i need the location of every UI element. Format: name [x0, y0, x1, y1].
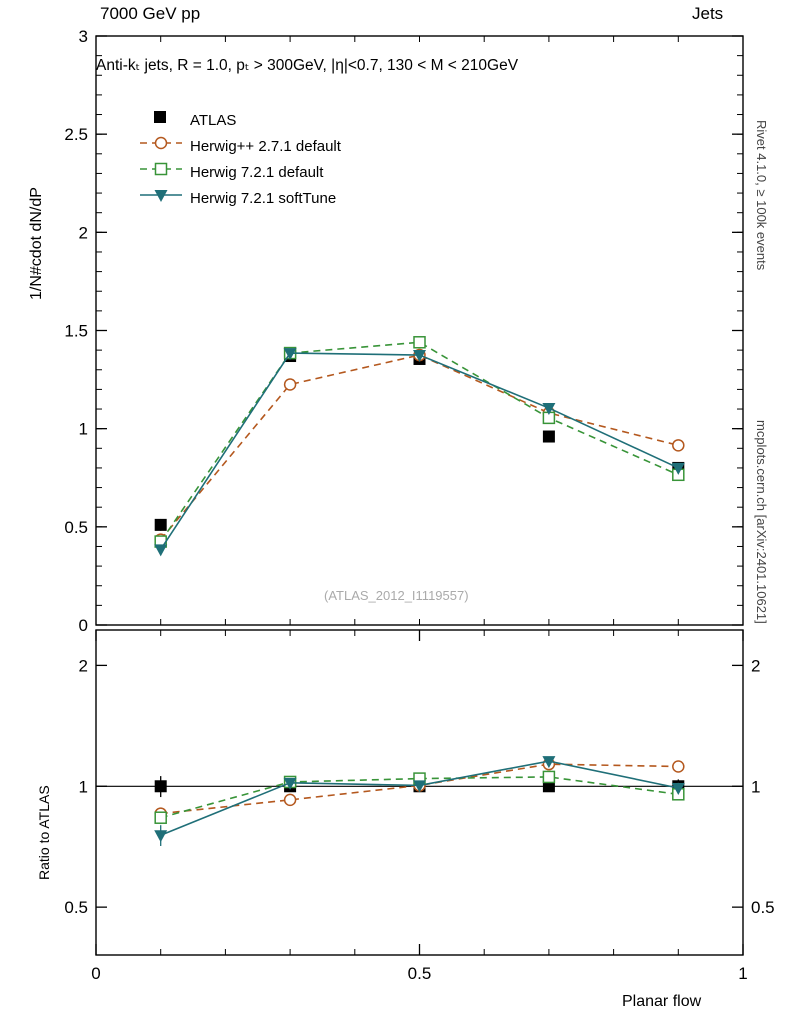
header-right: Jets [692, 4, 724, 23]
marker-ratio-2-0 [155, 812, 166, 823]
side-note-source: mcplots.cern.ch [arXiv:2401.10621] [754, 420, 769, 624]
x-axis-label: Planar flow [622, 993, 702, 1010]
series-line-ratio-3 [161, 761, 679, 835]
y-ticklabel-ratio-right: 1 [751, 777, 761, 797]
marker-ratio-1-4 [673, 761, 684, 772]
y-ticklabel-ratio-right: 2 [751, 656, 761, 676]
y-axis-label-ratio: Ratio to ATLAS [36, 785, 52, 880]
y-axis-label-main: 1/N#cdot dN/dP [28, 187, 45, 300]
y-ticklabel-ratio: 0.5 [64, 898, 88, 918]
y-ticklabel-main: 1.5 [64, 321, 88, 341]
legend-marker-0 [154, 111, 166, 123]
y-ticklabel-main: 1 [78, 419, 88, 439]
marker-main-1-4 [673, 440, 684, 451]
ratio-panel-frame [96, 630, 743, 955]
series-line-main-3 [161, 353, 679, 549]
x-ticklabel: 0.5 [407, 964, 432, 983]
y-ticklabel-ratio: 1 [78, 777, 88, 797]
y-ticklabel-main: 2.5 [64, 125, 88, 145]
y-ticklabel-ratio-right: 0.5 [751, 898, 775, 918]
legend-label-1: Herwig++ 2.7.1 default [190, 138, 341, 155]
marker-main-3-0 [154, 544, 167, 556]
series-line-main-1 [161, 355, 679, 540]
legend-marker-2 [156, 164, 167, 175]
x-ticklabel: 0 [91, 964, 101, 983]
marker-main-2-2 [414, 337, 425, 348]
y-ticklabel-ratio: 2 [78, 656, 88, 676]
marker-main-0-0 [155, 519, 167, 531]
marker-ratio-0-0 [155, 780, 167, 792]
legend-label-2: Herwig 7.2.1 default [190, 164, 324, 181]
header-left: 7000 GeV pp [100, 4, 201, 23]
series-line-main-2 [161, 342, 679, 541]
dataset-watermark: (ATLAS_2012_I1119557) [324, 588, 469, 603]
side-note-rivet: Rivet 4.1.0, ≥ 100k events [754, 120, 769, 271]
legend-label-3: Herwig 7.2.1 softTune [190, 190, 337, 207]
marker-main-0-3 [543, 431, 555, 443]
legend-marker-3 [155, 190, 168, 202]
y-ticklabel-main: 3 [78, 27, 88, 46]
y-ticklabel-main: 0 [78, 616, 88, 635]
marker-ratio-1-1 [285, 794, 296, 805]
y-ticklabel-main: 0.5 [64, 517, 88, 537]
marker-ratio-2-3 [543, 771, 554, 782]
legend-label-0: ATLAS [190, 112, 237, 129]
legend-marker-1 [156, 138, 167, 149]
marker-ratio-3-0 [154, 830, 167, 842]
y-ticklabel-main: 2 [78, 223, 88, 243]
plot-title: Anti-kₜ jets, R = 1.0, pₜ > 300GeV, |η|<0.7, 130 < M < 210GeV [96, 57, 519, 74]
marker-main-1-1 [285, 379, 296, 390]
x-ticklabel: 1 [738, 964, 748, 983]
